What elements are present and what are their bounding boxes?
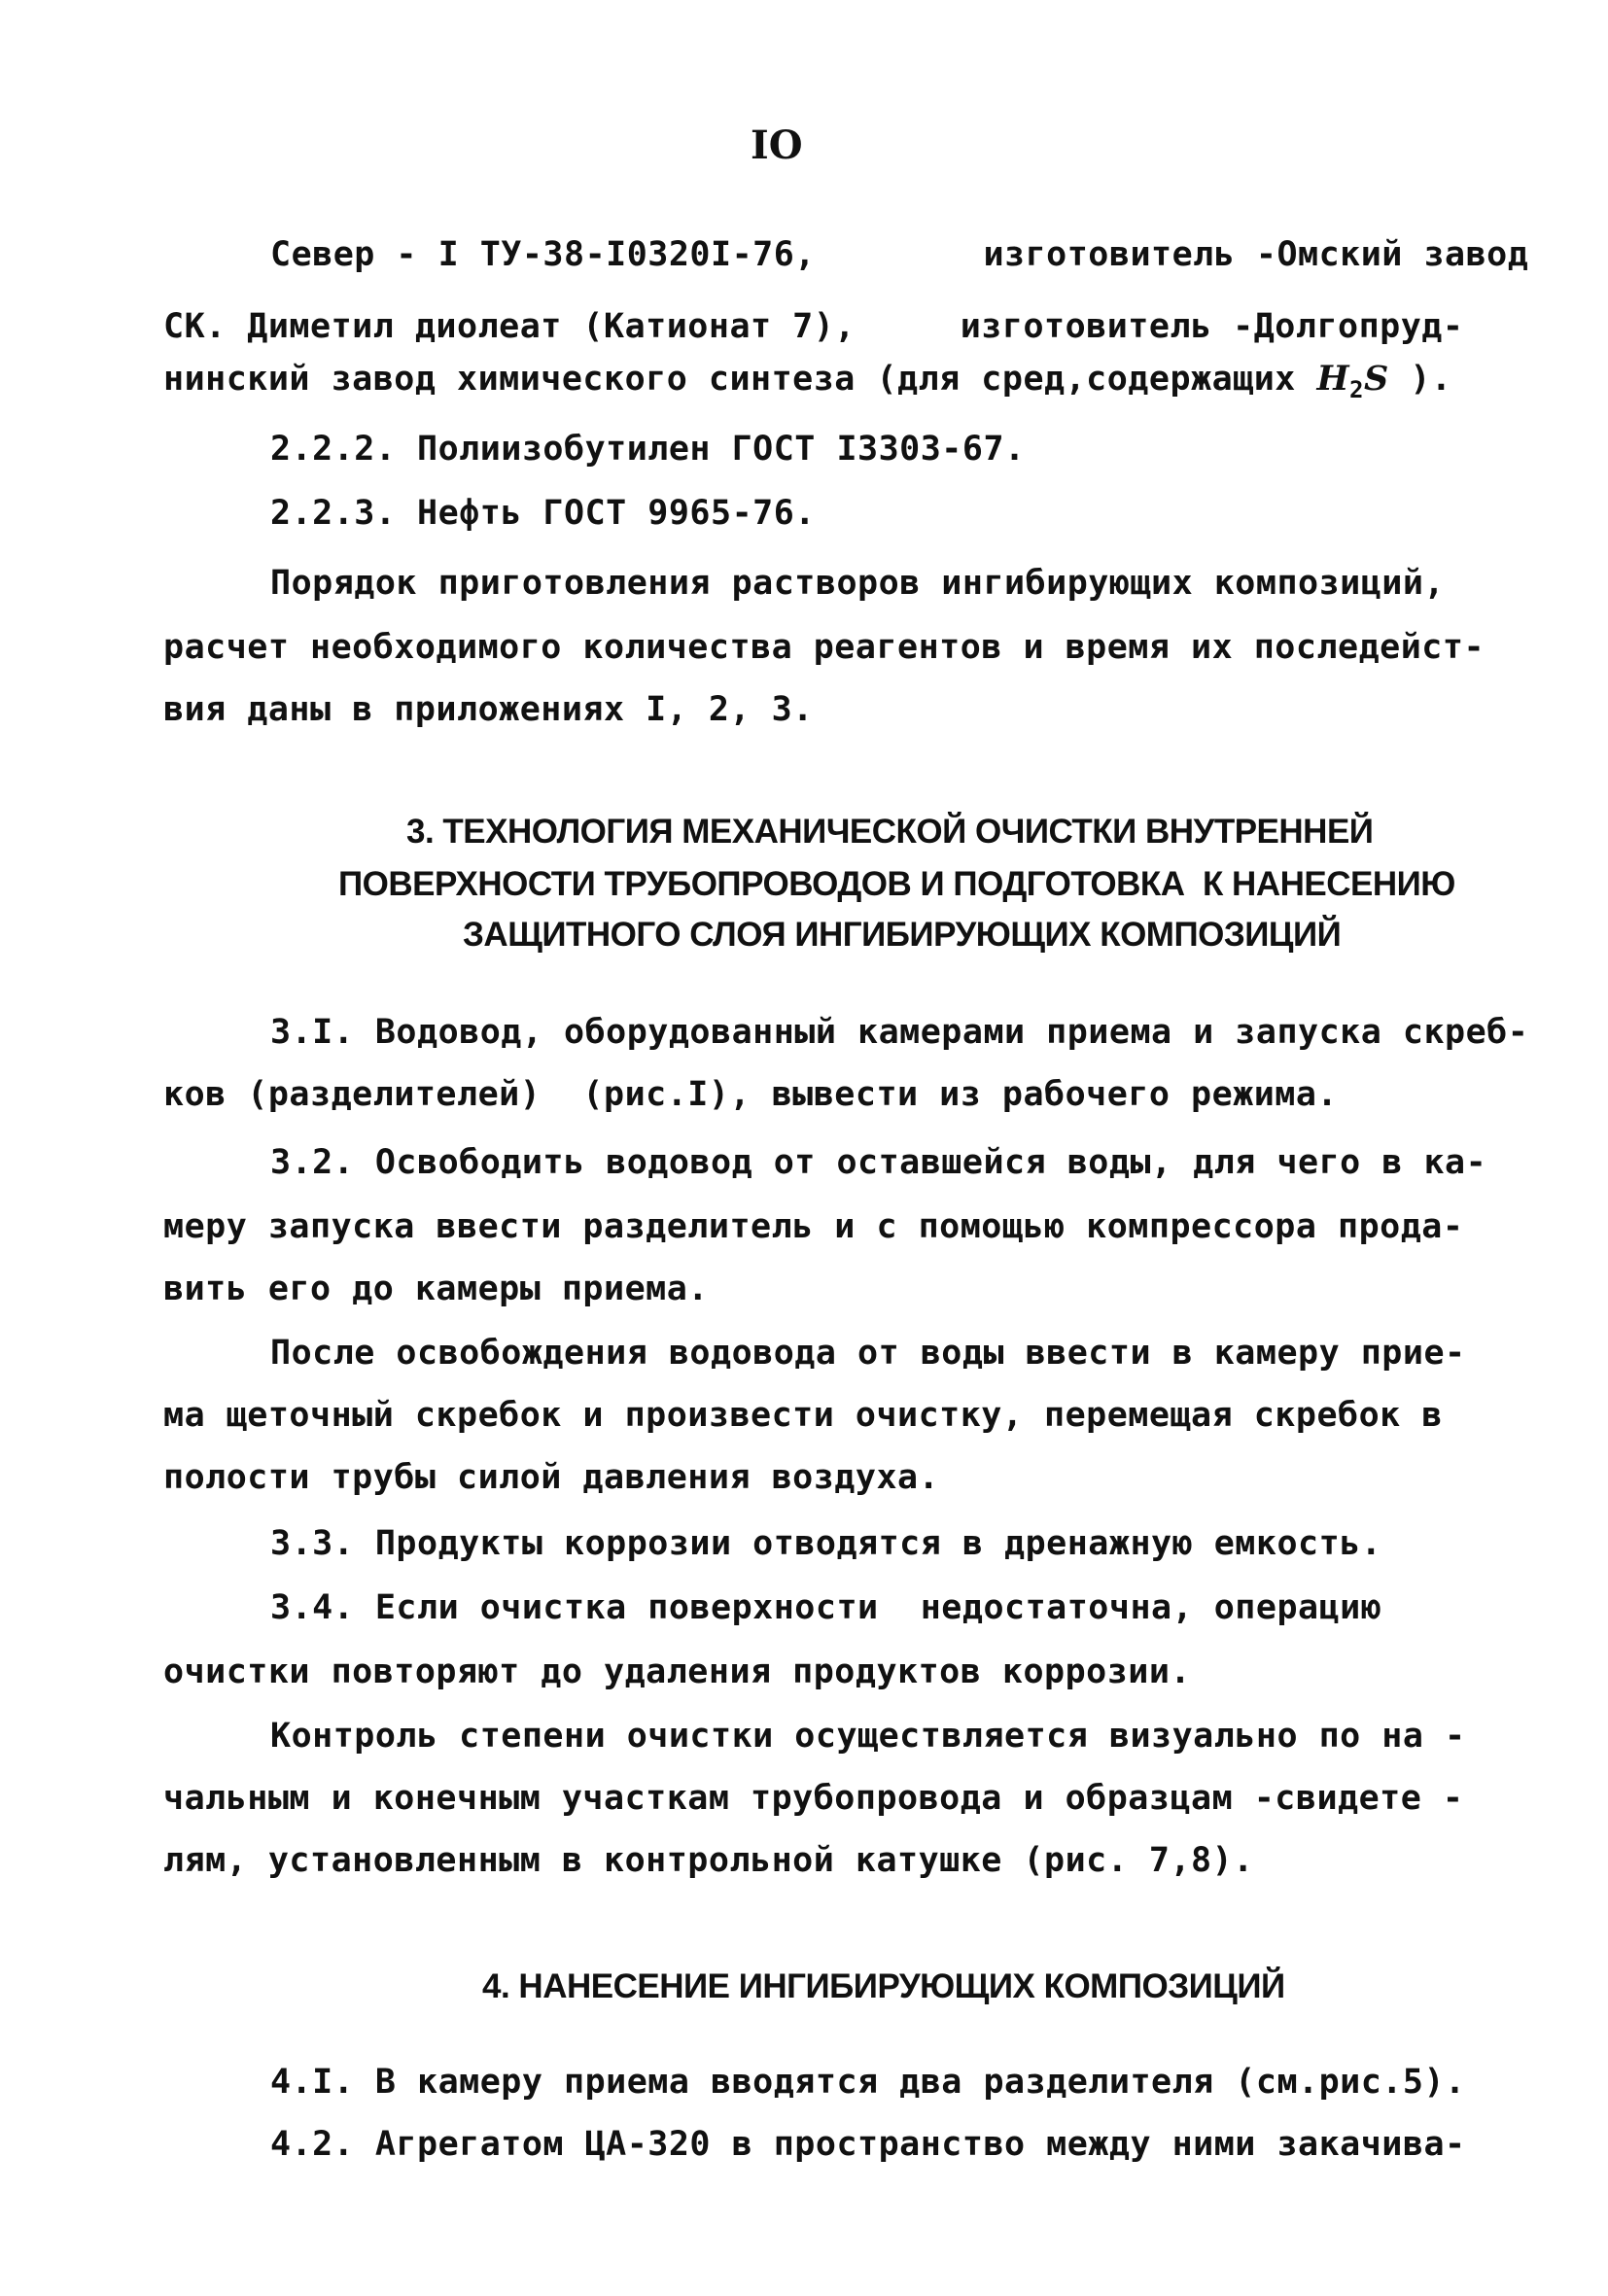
text-line-2: СК. Диметил диолеат (Катионат 7), изготовитель -Долгопруд- — [163, 307, 1464, 346]
text-line-19: очистки повторяют до удаления продуктов коррозии. — [163, 1652, 1192, 1691]
section-3-heading-line-2: ПОВЕРХНОСТИ ТРУБОПРОВОДОВ И ПОДГОТОВКА К НАНЕСЕНИЮ — [338, 865, 1455, 903]
text-line-7: расчет необходимого количества реагентов и время их последейст- — [163, 628, 1486, 667]
text-line-24: 4.2. Агрегатом ЦА-320 в пространство между ними закачива- — [270, 2125, 1466, 2164]
text-line-3 — [163, 358, 1451, 411]
text-line-8: вия даны в приложениях I, 2, 3. — [163, 690, 814, 729]
section-3-heading-line-1: 3. ТЕХНОЛОГИЯ МЕХАНИЧЕСКОЙ ОЧИСТКИ ВНУТРЕННЕЙ — [406, 813, 1374, 851]
text-line-9: 3.I. Водовод, оборудованный камерами приема и запуска скреб- — [270, 1013, 1529, 1052]
section-3-heading-line-3: ЗАЩИТНОГО СЛОЯ ИНГИБИРУЮЩИХ КОМПОЗИЦИЙ — [463, 916, 1342, 954]
text-line-14: После освобождения водовода от воды ввести в камеру прие- — [270, 1334, 1466, 1373]
text-line-22: лям, установленным в контрольной катушке (рис. 7,8). — [163, 1841, 1254, 1880]
text-line-1: Север - I ТУ-38-I0320I-76, изготовитель -Омский завод — [270, 235, 1529, 274]
page-number: IO — [751, 122, 803, 168]
text-line-16: полости трубы силой давления воздуха. — [163, 1458, 940, 1497]
text-line-12: меру запуска ввести разделитель и с помощью компрессора прода- — [163, 1207, 1464, 1246]
formula-s: S — [1363, 359, 1389, 399]
text-line-6: Порядок приготовления растворов ингибирующих композиций, — [270, 564, 1446, 603]
text-line-11: 3.2. Освободить водовод от оставшейся воды, для чего в ка- — [270, 1143, 1487, 1182]
text-line-4: 2.2.2. Полиизобутилен ГОСТ I3303-67. — [270, 430, 1026, 469]
text-line-5: 2.2.3. Нефть ГОСТ 9965-76. — [270, 494, 816, 533]
text-line-23: 4.I. В камеру приема вводятся два разделителя (см.рис.5). — [270, 2063, 1466, 2102]
text-line-3-start: нинский завод химического синтеза (для сред,содержащих — [163, 360, 1317, 399]
text-line-21: чальным и конечным участкам трубопровода и образцам -свидете - — [163, 1779, 1464, 1818]
text-line-20: Контроль степени очистки осуществляется визуально по на - — [270, 1717, 1466, 1756]
section-4-heading: 4. НАНЕСЕНИЕ ИНГИБИРУЮЩИХ КОМПОЗИЦИЙ — [482, 1967, 1285, 2005]
text-line-13: вить его до камеры приема. — [163, 1270, 709, 1308]
formula-subscript: 2 — [1349, 376, 1364, 403]
text-line-18: 3.4. Если очистка поверхности недостаточна, операцию — [270, 1588, 1382, 1627]
text-line-17: 3.3. Продукты коррозии отводятся в дренажную емкость. — [270, 1524, 1382, 1563]
formula-h: H — [1316, 359, 1350, 399]
text-line-10: ков (разделителей) (рис.I), вывести из рабочего режима. — [163, 1075, 1339, 1114]
text-line-3-end: ). — [1388, 360, 1452, 399]
text-line-15: ма щеточный скребок и произвести очистку, перемещая скребок в — [163, 1396, 1443, 1435]
